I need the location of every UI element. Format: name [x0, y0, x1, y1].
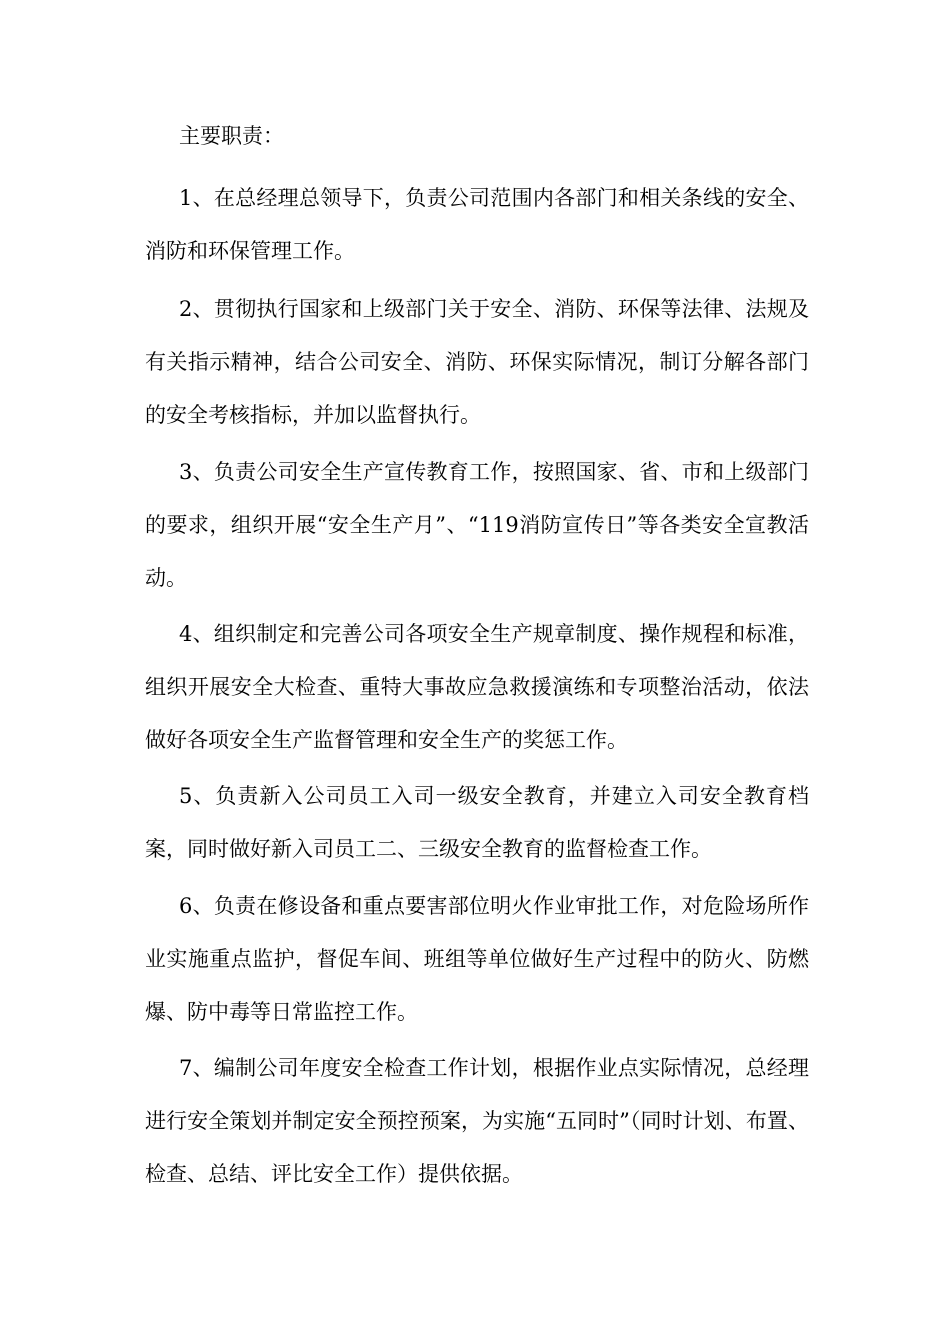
duty-paragraph-7: 7、编制公司年度安全检查工作计划，根据作业点实际情况，总经理进行安全策划并制定安全预控预案，为实施“五同时”（同时计划、布置、检查、总结、评比安全工作）提供依据。: [145, 1056, 809, 1186]
duty-paragraph-3: 3、负责公司安全生产宣传教育工作，按照国家、省、市和上级部门的要求，组织开展“安全生产月”、“119消防宣传日”等各类安全宣教活动。: [145, 460, 809, 590]
duty-paragraph-6: 6、负责在修设备和重点要害部位明火作业审批工作，对危险场所作业实施重点监护，督促车间、班组等单位做好生产过程中的防火、防燃爆、防中毒等日常监控工作。: [145, 894, 809, 1024]
duty-paragraph-1: 1、在总经理总领导下，负责公司范围内各部门和相关条线的安全、消防和环保管理工作。: [145, 186, 809, 263]
duty-paragraph-5: 5、负责新入公司员工入司一级安全教育，并建立入司安全教育档案，同时做好新入司员工二、三级安全教育的监督检查工作。: [145, 784, 809, 861]
duty-paragraph-4: 4、组织制定和完善公司各项安全生产规章制度、操作规程和标准，组织开展安全大检查、重特大事故应急救援演练和专项整治活动，依法做好各项安全生产监督管理和安全生产的奖惩工作。: [145, 622, 809, 752]
duty-paragraph-2: 2、贯彻执行国家和上级部门关于安全、消防、环保等法律、法规及有关指示精神，结合公司安全、消防、环保实际情况，制订分解各部门的安全考核指标，并加以监督执行。: [145, 297, 809, 427]
section-heading: 主要职责：: [179, 124, 284, 148]
